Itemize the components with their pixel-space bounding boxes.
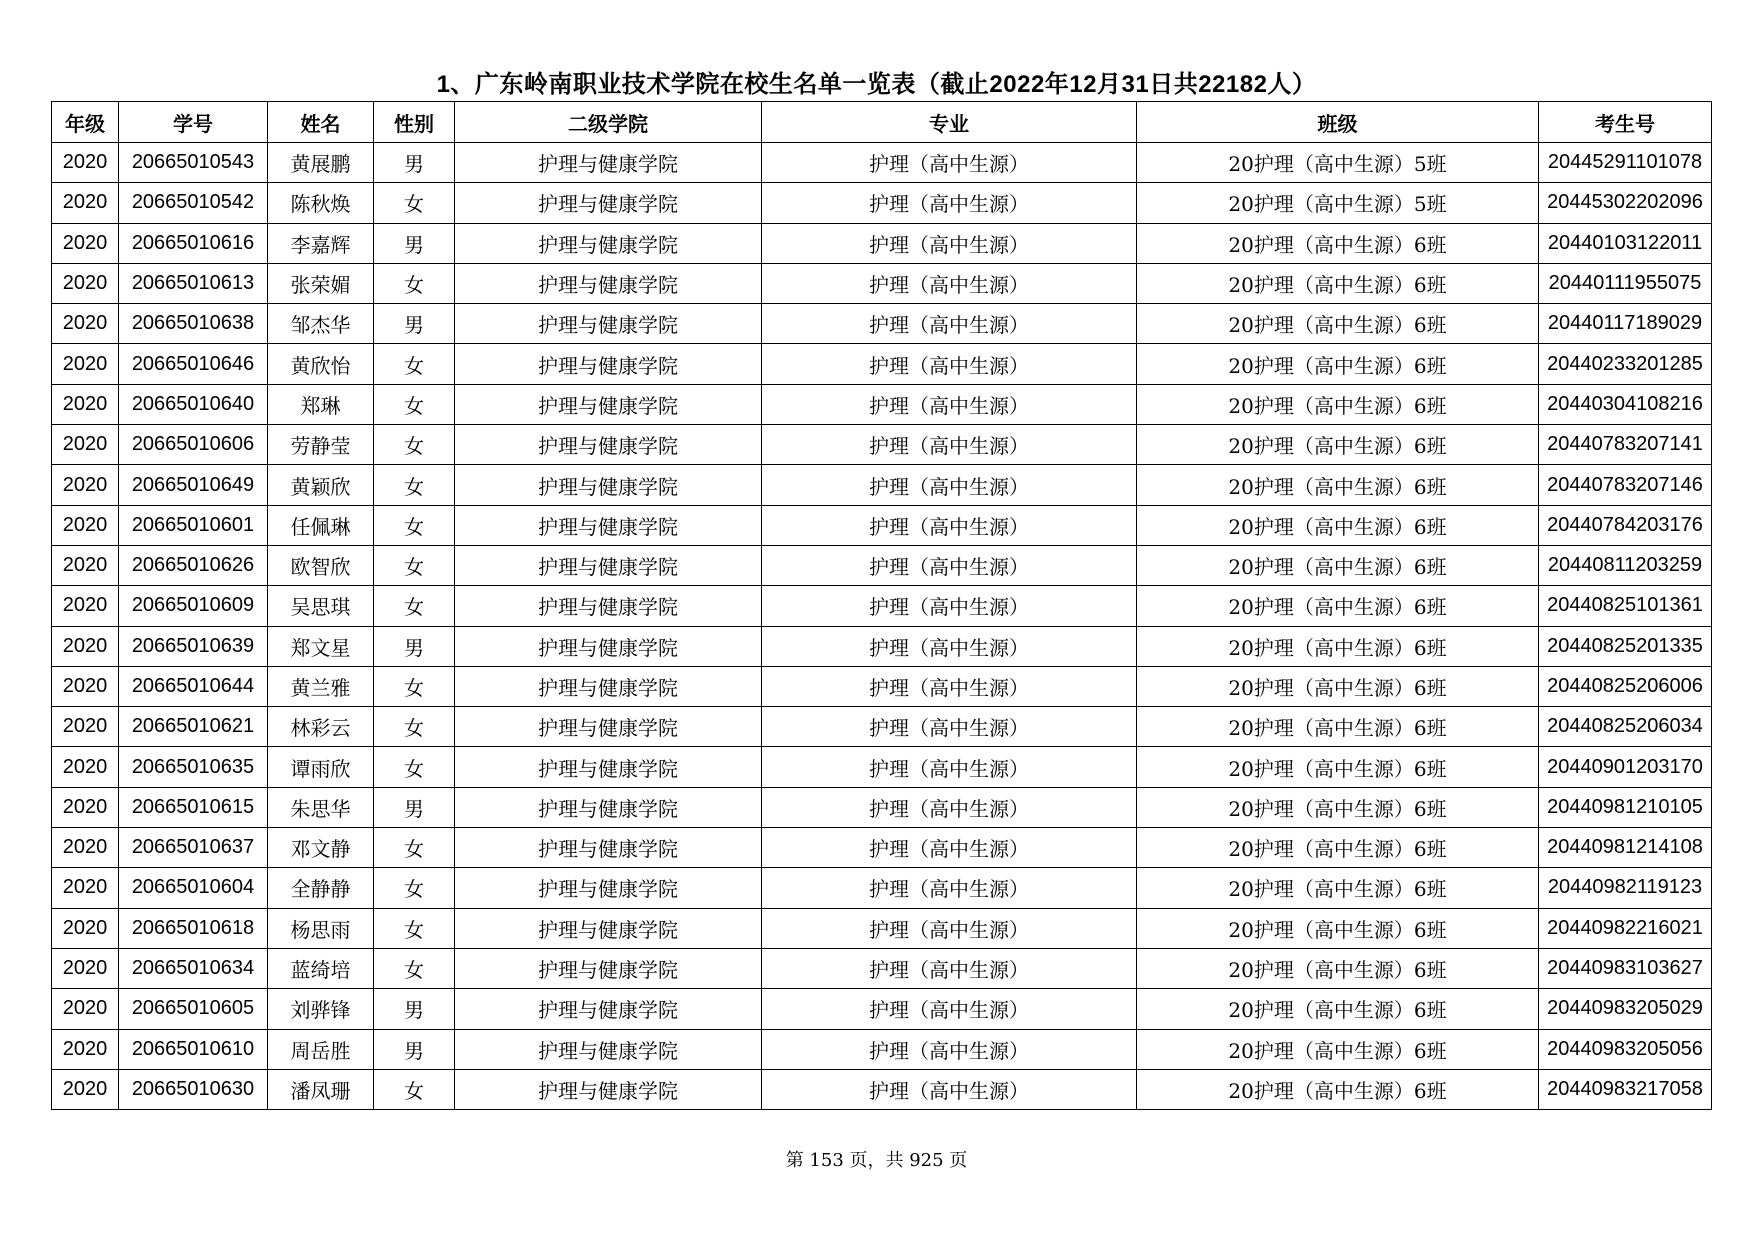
table-row — [52, 707, 1712, 747]
header-cell-name: 姓名 — [268, 102, 374, 143]
college-cell: 护理与健康学院 — [455, 989, 762, 1029]
name-cell: 邹杰华 — [268, 304, 374, 344]
exam-number-cell: 20440982216021 — [1539, 908, 1712, 948]
grade-cell: 2020 — [52, 384, 119, 424]
college-cell: 护理与健康学院 — [455, 384, 762, 424]
name-cell: 郑琳 — [268, 384, 374, 424]
grade-cell: 2020 — [52, 223, 119, 263]
student-id-cell: 20665010637 — [119, 828, 268, 868]
major-cell: 护理（高中生源） — [762, 787, 1137, 827]
gender-cell: 女 — [374, 263, 455, 303]
grade-cell: 2020 — [52, 465, 119, 505]
student-id-cell: 20665010616 — [119, 223, 268, 263]
class-cell: 20护理（高中生源）6班 — [1137, 666, 1539, 706]
name-cell: 周岳胜 — [268, 1029, 374, 1069]
table-row — [52, 828, 1712, 868]
exam-number-cell: 20440783207141 — [1539, 425, 1712, 465]
college-cell: 护理与健康学院 — [455, 183, 762, 223]
major-cell: 护理（高中生源） — [762, 1029, 1137, 1069]
grade-cell: 2020 — [52, 707, 119, 747]
name-cell: 陈秋焕 — [268, 183, 374, 223]
grade-cell: 2020 — [52, 425, 119, 465]
page-footer: 第 153 页，共 925 页 — [785, 1150, 968, 1171]
name-cell: 邓文静 — [268, 828, 374, 868]
college-cell: 护理与健康学院 — [455, 304, 762, 344]
major-cell: 护理（高中生源） — [762, 183, 1137, 223]
college-cell: 护理与健康学院 — [455, 344, 762, 384]
student-id-cell: 20665010640 — [119, 384, 268, 424]
grade-cell: 2020 — [52, 143, 119, 183]
major-cell: 护理（高中生源） — [762, 384, 1137, 424]
class-cell: 20护理（高中生源）6班 — [1137, 828, 1539, 868]
gender-cell: 男 — [374, 626, 455, 666]
college-cell: 护理与健康学院 — [455, 425, 762, 465]
table-row — [52, 465, 1712, 505]
class-cell: 20护理（高中生源）6班 — [1137, 868, 1539, 908]
student-roster-table — [51, 101, 1712, 1110]
grade-cell: 2020 — [52, 948, 119, 988]
student-id-cell: 20665010605 — [119, 989, 268, 1029]
major-cell: 护理（高中生源） — [762, 868, 1137, 908]
name-cell: 李嘉辉 — [268, 223, 374, 263]
class-cell: 20护理（高中生源）6班 — [1137, 223, 1539, 263]
gender-cell: 男 — [374, 143, 455, 183]
gender-cell: 女 — [374, 505, 455, 545]
table-header — [52, 102, 1712, 143]
exam-number-cell: 20440983103627 — [1539, 948, 1712, 988]
name-cell: 蓝绮培 — [268, 948, 374, 988]
header-cell-college: 二级学院 — [455, 102, 762, 143]
gender-cell: 女 — [374, 868, 455, 908]
exam-number-cell: 20440811203259 — [1539, 545, 1712, 585]
student-id-cell: 20665010543 — [119, 143, 268, 183]
exam-number-cell: 20440825206034 — [1539, 707, 1712, 747]
table-row — [52, 948, 1712, 988]
class-cell: 20护理（高中生源）6班 — [1137, 908, 1539, 948]
college-cell: 护理与健康学院 — [455, 143, 762, 183]
student-id-cell: 20665010542 — [119, 183, 268, 223]
major-cell: 护理（高中生源） — [762, 586, 1137, 626]
grade-cell: 2020 — [52, 1029, 119, 1069]
class-cell: 20护理（高中生源）6班 — [1137, 1029, 1539, 1069]
college-cell: 护理与健康学院 — [455, 505, 762, 545]
name-cell: 朱思华 — [268, 787, 374, 827]
college-cell: 护理与健康学院 — [455, 586, 762, 626]
student-id-cell: 20665010613 — [119, 263, 268, 303]
name-cell: 黄展鹏 — [268, 143, 374, 183]
name-cell: 郑文星 — [268, 626, 374, 666]
student-id-cell: 20665010615 — [119, 787, 268, 827]
table-row — [52, 545, 1712, 585]
class-cell: 20护理（高中生源）5班 — [1137, 143, 1539, 183]
gender-cell: 女 — [374, 707, 455, 747]
major-cell: 护理（高中生源） — [762, 989, 1137, 1029]
exam-number-cell: 20440983217058 — [1539, 1069, 1712, 1109]
gender-cell: 女 — [374, 1069, 455, 1109]
name-cell: 刘骅锋 — [268, 989, 374, 1029]
name-cell: 黄兰雅 — [268, 666, 374, 706]
name-cell: 潘凤珊 — [268, 1069, 374, 1109]
exam-number-cell: 20440825206006 — [1539, 666, 1712, 706]
college-cell: 护理与健康学院 — [455, 666, 762, 706]
major-cell: 护理（高中生源） — [762, 828, 1137, 868]
major-cell: 护理（高中生源） — [762, 626, 1137, 666]
table-row — [52, 868, 1712, 908]
gender-cell: 女 — [374, 384, 455, 424]
gender-cell: 男 — [374, 223, 455, 263]
header-cell-exam-number: 考生号 — [1539, 102, 1712, 143]
gender-cell: 女 — [374, 344, 455, 384]
table-row — [52, 384, 1712, 424]
major-cell: 护理（高中生源） — [762, 707, 1137, 747]
class-cell: 20护理（高中生源）6班 — [1137, 1069, 1539, 1109]
table-row — [52, 1029, 1712, 1069]
name-cell: 欧智欣 — [268, 545, 374, 585]
major-cell: 护理（高中生源） — [762, 747, 1137, 787]
name-cell: 林彩云 — [268, 707, 374, 747]
major-cell: 护理（高中生源） — [762, 344, 1137, 384]
exam-number-cell: 20440111955075 — [1539, 263, 1712, 303]
college-cell: 护理与健康学院 — [455, 1069, 762, 1109]
college-cell: 护理与健康学院 — [455, 545, 762, 585]
class-cell: 20护理（高中生源）6班 — [1137, 465, 1539, 505]
student-id-cell: 20665010604 — [119, 868, 268, 908]
grade-cell: 2020 — [52, 626, 119, 666]
student-id-cell: 20665010634 — [119, 948, 268, 988]
gender-cell: 男 — [374, 304, 455, 344]
student-id-cell: 20665010646 — [119, 344, 268, 384]
class-cell: 20护理（高中生源）6班 — [1137, 304, 1539, 344]
class-cell: 20护理（高中生源）6班 — [1137, 747, 1539, 787]
exam-number-cell: 20440233201285 — [1539, 344, 1712, 384]
exam-number-cell: 20440981210105 — [1539, 787, 1712, 827]
major-cell: 护理（高中生源） — [762, 263, 1137, 303]
grade-cell: 2020 — [52, 1069, 119, 1109]
student-id-cell: 20665010638 — [119, 304, 268, 344]
student-id-cell: 20665010610 — [119, 1029, 268, 1069]
grade-cell: 2020 — [52, 747, 119, 787]
student-id-cell: 20665010635 — [119, 747, 268, 787]
gender-cell: 女 — [374, 465, 455, 505]
class-cell: 20护理（高中生源）6班 — [1137, 948, 1539, 988]
student-id-cell: 20665010606 — [119, 425, 268, 465]
table-row — [52, 989, 1712, 1029]
gender-cell: 女 — [374, 908, 455, 948]
table-row — [52, 787, 1712, 827]
grade-cell: 2020 — [52, 666, 119, 706]
class-cell: 20护理（高中生源）6班 — [1137, 626, 1539, 666]
major-cell: 护理（高中生源） — [762, 143, 1137, 183]
student-id-cell: 20665010621 — [119, 707, 268, 747]
grade-cell: 2020 — [52, 505, 119, 545]
major-cell: 护理（高中生源） — [762, 545, 1137, 585]
major-cell: 护理（高中生源） — [762, 425, 1137, 465]
exam-number-cell: 20440983205056 — [1539, 1029, 1712, 1069]
class-cell: 20护理（高中生源）6班 — [1137, 425, 1539, 465]
college-cell: 护理与健康学院 — [455, 948, 762, 988]
table-row — [52, 223, 1712, 263]
exam-number-cell: 20440117189029 — [1539, 304, 1712, 344]
gender-cell: 男 — [374, 989, 455, 1029]
college-cell: 护理与健康学院 — [455, 223, 762, 263]
grade-cell: 2020 — [52, 344, 119, 384]
table-row — [52, 425, 1712, 465]
class-cell: 20护理（高中生源）5班 — [1137, 183, 1539, 223]
student-id-cell: 20665010618 — [119, 908, 268, 948]
major-cell: 护理（高中生源） — [762, 223, 1137, 263]
header-cell-major: 专业 — [762, 102, 1137, 143]
exam-number-cell: 20445291101078 — [1539, 143, 1712, 183]
gender-cell: 女 — [374, 666, 455, 706]
gender-cell: 女 — [374, 545, 455, 585]
class-cell: 20护理（高中生源）6班 — [1137, 545, 1539, 585]
grade-cell: 2020 — [52, 828, 119, 868]
name-cell: 黄颖欣 — [268, 465, 374, 505]
table-row — [52, 505, 1712, 545]
table-row — [52, 666, 1712, 706]
header-cell-student-id: 学号 — [119, 102, 268, 143]
class-cell: 20护理（高中生源）6班 — [1137, 344, 1539, 384]
college-cell: 护理与健康学院 — [455, 747, 762, 787]
major-cell: 护理（高中生源） — [762, 1069, 1137, 1109]
table-row — [52, 747, 1712, 787]
header-row — [52, 102, 1712, 143]
gender-cell: 男 — [374, 787, 455, 827]
grade-cell: 2020 — [52, 787, 119, 827]
exam-number-cell: 20440901203170 — [1539, 747, 1712, 787]
gender-cell: 女 — [374, 425, 455, 465]
gender-cell: 男 — [374, 1029, 455, 1069]
table-row — [52, 586, 1712, 626]
student-id-cell: 20665010630 — [119, 1069, 268, 1109]
college-cell: 护理与健康学院 — [455, 1029, 762, 1069]
gender-cell: 女 — [374, 948, 455, 988]
gender-cell: 女 — [374, 747, 455, 787]
gender-cell: 女 — [374, 183, 455, 223]
college-cell: 护理与健康学院 — [455, 908, 762, 948]
grade-cell: 2020 — [52, 989, 119, 1029]
table-row — [52, 263, 1712, 303]
table-row — [52, 183, 1712, 223]
grade-cell: 2020 — [52, 183, 119, 223]
class-cell: 20护理（高中生源）6班 — [1137, 263, 1539, 303]
name-cell: 黄欣怡 — [268, 344, 374, 384]
major-cell: 护理（高中生源） — [762, 304, 1137, 344]
header-cell-class: 班级 — [1137, 102, 1539, 143]
college-cell: 护理与健康学院 — [455, 828, 762, 868]
exam-number-cell: 20440783207146 — [1539, 465, 1712, 505]
grade-cell: 2020 — [52, 908, 119, 948]
gender-cell: 女 — [374, 586, 455, 626]
student-id-cell: 20665010609 — [119, 586, 268, 626]
grade-cell: 2020 — [52, 304, 119, 344]
grade-cell: 2020 — [52, 545, 119, 585]
student-id-cell: 20665010639 — [119, 626, 268, 666]
exam-number-cell: 20445302202096 — [1539, 183, 1712, 223]
exam-number-cell: 20440825201335 — [1539, 626, 1712, 666]
table-row — [52, 304, 1712, 344]
table-row — [52, 908, 1712, 948]
major-cell: 护理（高中生源） — [762, 666, 1137, 706]
college-cell: 护理与健康学院 — [455, 868, 762, 908]
college-cell: 护理与健康学院 — [455, 626, 762, 666]
class-cell: 20护理（高中生源）6班 — [1137, 787, 1539, 827]
class-cell: 20护理（高中生源）6班 — [1137, 989, 1539, 1029]
exam-number-cell: 20440982119123 — [1539, 868, 1712, 908]
name-cell: 劳静莹 — [268, 425, 374, 465]
class-cell: 20护理（高中生源）6班 — [1137, 505, 1539, 545]
name-cell: 任佩琳 — [268, 505, 374, 545]
student-id-cell: 20665010601 — [119, 505, 268, 545]
name-cell: 谭雨欣 — [268, 747, 374, 787]
major-cell: 护理（高中生源） — [762, 948, 1137, 988]
table-row — [52, 344, 1712, 384]
student-id-cell: 20665010644 — [119, 666, 268, 706]
header-cell-grade: 年级 — [52, 102, 119, 143]
class-cell: 20护理（高中生源）6班 — [1137, 707, 1539, 747]
name-cell: 杨思雨 — [268, 908, 374, 948]
grade-cell: 2020 — [52, 263, 119, 303]
major-cell: 护理（高中生源） — [762, 465, 1137, 505]
name-cell: 全静静 — [268, 868, 374, 908]
table-row — [52, 1069, 1712, 1109]
major-cell: 护理（高中生源） — [762, 505, 1137, 545]
student-id-cell: 20665010649 — [119, 465, 268, 505]
name-cell: 吴思琪 — [268, 586, 374, 626]
name-cell: 张荣媚 — [268, 263, 374, 303]
exam-number-cell: 20440825101361 — [1539, 586, 1712, 626]
table-row — [52, 143, 1712, 183]
grade-cell: 2020 — [52, 868, 119, 908]
grade-cell: 2020 — [52, 586, 119, 626]
exam-number-cell: 20440103122011 — [1539, 223, 1712, 263]
college-cell: 护理与健康学院 — [455, 263, 762, 303]
college-cell: 护理与健康学院 — [455, 465, 762, 505]
class-cell: 20护理（高中生源）6班 — [1137, 384, 1539, 424]
table-row — [52, 626, 1712, 666]
header-cell-gender: 性别 — [374, 102, 455, 143]
exam-number-cell: 20440983205029 — [1539, 989, 1712, 1029]
major-cell: 护理（高中生源） — [762, 908, 1137, 948]
student-id-cell: 20665010626 — [119, 545, 268, 585]
exam-number-cell: 20440981214108 — [1539, 828, 1712, 868]
exam-number-cell: 20440784203176 — [1539, 505, 1712, 545]
document-title: 1、广东岭南职业技术学院在校生名单一览表（截止2022年12月31日共22182人） — [436, 71, 1317, 98]
gender-cell: 女 — [374, 828, 455, 868]
college-cell: 护理与健康学院 — [455, 707, 762, 747]
class-cell: 20护理（高中生源）6班 — [1137, 586, 1539, 626]
table-body — [52, 143, 1712, 1110]
exam-number-cell: 20440304108216 — [1539, 384, 1712, 424]
college-cell: 护理与健康学院 — [455, 787, 762, 827]
